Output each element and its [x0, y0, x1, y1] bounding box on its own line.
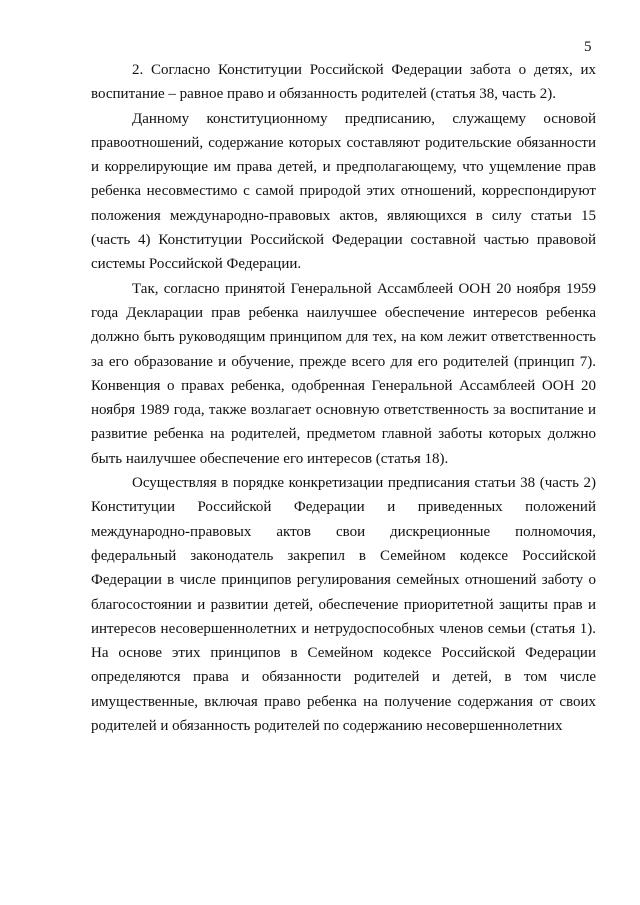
- paragraph-3: Так, согласно принятой Генеральной Ассамблеей ООН 20 ноября 1959 года Декларации прав ребенка наилучшее обеспечение интересов ребенка должно быть руководящим принципом для тех, на ком лежит ответственность за его образование и обучение, прежде всего для его родителей (принцип 7). Конвенция о правах ребенка, одобренная Генеральной Ассамблеей ООН 20 ноября 1989 года, также возлагает основную ответственность за воспитание и развитие ребенка на родителей, предметом главной заботы которых должно быть наилучшее обеспечение его интересов (статья 18).: [91, 280, 596, 467]
- document-body: [91, 58, 596, 738]
- page-number: 5: [584, 39, 592, 55]
- paragraph-4: Осуществляя в порядке конкретизации предписания статьи 38 (часть 2) Конституции Российской Федерации и приведенных положений международно-правовых актов свои дискреционные полномочия, федеральный законодатель закрепил в Семейном кодексе Российской Федерации в числе принципов регулирования семейных отношений заботу о благосостоянии и развитии детей, обеспечение приоритетной защиты прав и интересов несовершеннолетних и нетрудоспособных членов семьи (статья 1). На основе этих принципов в Семейном кодексе Российской Федерации определяются права и обязанности родителей и детей, в том числе имущественные, включая право ребенка на получение содержания от своих родителей и обязанность родителей по содержанию несовершеннолетних: [91, 475, 596, 735]
- paragraph-2: Данному конституционному предписанию, служащему основой правоотношений, содержание которых составляют родительские обязанности и коррелирующие им права детей, и предполагающему, что ущемление прав ребенка несовместимо с самой природой этих отношений, корреспондируют положения международно-правовых актов, являющихся в силу статьи 15 (часть 4) Конституции Российской Федерации составной частью правовой системы Российской Федерации.: [91, 110, 596, 273]
- paragraph-1: 2. Согласно Конституции Российской Федерации забота о детях, их воспитание – равное право и обязанность родителей (статья 38, часть 2).: [91, 62, 596, 103]
